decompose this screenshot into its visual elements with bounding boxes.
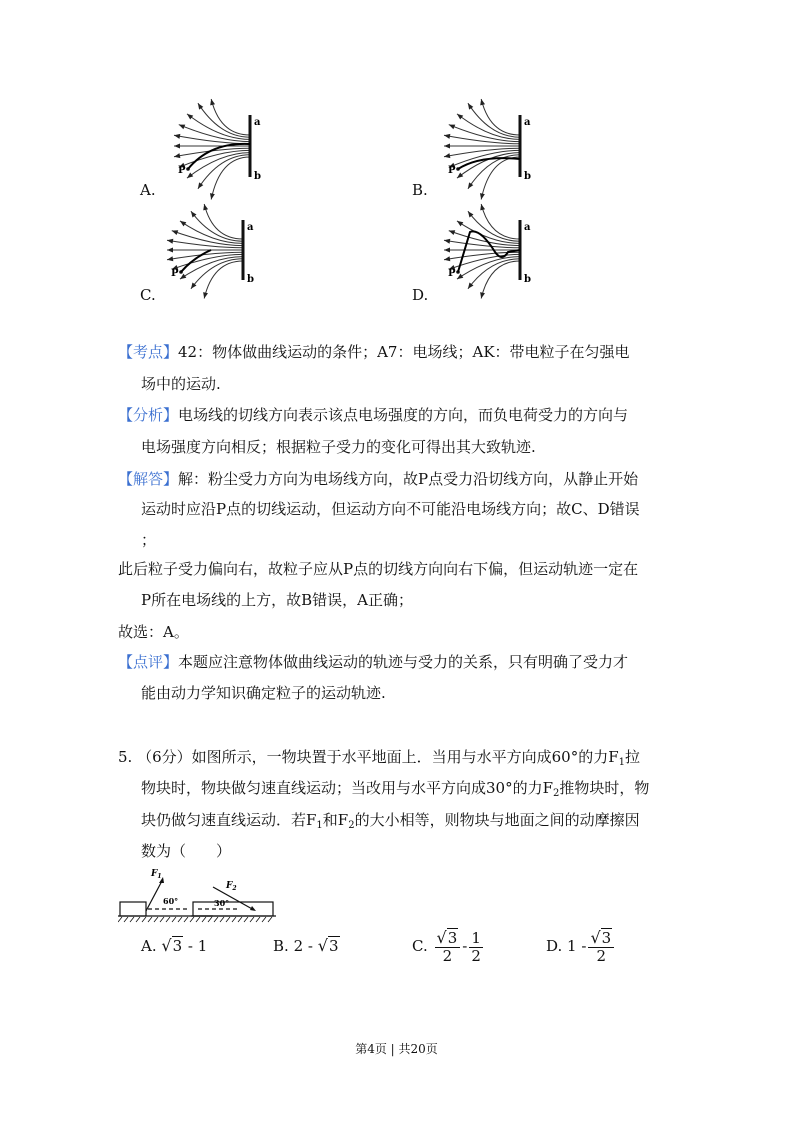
field-line xyxy=(468,211,520,241)
arrowhead xyxy=(174,153,180,158)
kaodian-line-1 xyxy=(118,342,630,362)
field-line xyxy=(468,155,520,189)
fenxi-line-2: 电场强度方向相反；根据粒子受力的变化可得出其大致轨迹. xyxy=(141,438,536,456)
q5-text: 和F xyxy=(322,811,349,829)
radicand: 3 xyxy=(601,929,612,947)
radicand: 3 xyxy=(328,937,339,955)
denominator: 2 xyxy=(471,946,481,965)
q5-number: 5. xyxy=(118,748,133,766)
arrowhead xyxy=(179,125,185,130)
arrowhead xyxy=(444,134,450,139)
arrowhead xyxy=(167,256,173,261)
label-p: P xyxy=(178,165,186,176)
arrowhead xyxy=(457,221,463,226)
jieda-line-3: ； xyxy=(141,531,157,549)
arrowhead xyxy=(198,182,203,188)
arrowhead xyxy=(444,153,450,158)
field-line xyxy=(191,211,243,241)
kaodian-text: 42：物体做曲线运动的条件；A7：电场线；AK：带电粒子在匀强电 xyxy=(178,343,630,361)
arrowhead xyxy=(203,292,208,298)
field-figure-d xyxy=(440,200,550,305)
denominator: 2 xyxy=(596,947,607,965)
jieda-text: 解：粉尘受力方向为电场线方向，故P点受力沿切线方向，从静止开始 xyxy=(178,470,639,488)
field-figure-c xyxy=(163,200,273,305)
option-label: A. xyxy=(141,937,157,955)
f1-label: $F_1$ xyxy=(151,869,162,880)
option-a-label: A. xyxy=(140,181,156,199)
angle-30-label: 30° xyxy=(214,898,230,908)
q5-text: 的大小相等，则物块与地面之间的动摩擦因 xyxy=(354,811,640,829)
fenxi-line-1 xyxy=(118,405,628,425)
label-a: a xyxy=(247,222,254,233)
field-line xyxy=(444,252,520,260)
field-line xyxy=(481,157,520,200)
answer-line: 故选：A。 xyxy=(118,623,189,641)
field-line xyxy=(444,240,520,248)
arrowhead xyxy=(167,248,173,253)
fraction: $\frac{√3}{2}$ xyxy=(588,929,614,965)
option-d-label: D. xyxy=(412,286,429,304)
label-b: b xyxy=(524,171,531,182)
field-line xyxy=(174,135,250,144)
dianping-line-1 xyxy=(118,652,628,672)
label-b: b xyxy=(254,171,261,182)
arrowhead xyxy=(167,239,173,244)
label-b: b xyxy=(524,274,531,285)
field-line xyxy=(198,103,250,137)
subscript: 2 xyxy=(553,788,560,799)
q5-text: 如图所示，一物块置于水平地面上．当用与水平方向成60°的力F xyxy=(191,748,619,766)
expr: 1 - xyxy=(567,937,587,955)
arrowhead xyxy=(187,114,193,120)
arrowhead xyxy=(457,114,463,120)
block-force-figure xyxy=(118,866,278,928)
fenxi-text: 电场线的切线方向表示该点电场强度的方向，而负电荷受力的方向与 xyxy=(178,406,629,424)
arrowhead xyxy=(449,125,455,130)
arrowhead xyxy=(198,103,203,109)
label-a: a xyxy=(524,117,531,128)
sqrt-icon: √ xyxy=(317,936,328,955)
expr: - xyxy=(462,937,468,955)
jieda-line-4: 此后粒子受力偏向右，故粒子应从P点的切线方向向右下偏，但运动轨迹一定在 xyxy=(118,560,639,578)
arrowhead xyxy=(444,144,450,149)
label-b: b xyxy=(247,274,254,285)
kaodian-tag: 【考点】 xyxy=(118,343,179,361)
angle-60-label: 60° xyxy=(163,896,179,906)
label-a: a xyxy=(524,222,531,233)
q5-option-d[interactable] xyxy=(546,928,616,965)
field-line xyxy=(211,157,250,200)
label-p: P xyxy=(171,268,179,279)
field-line xyxy=(198,155,250,189)
field-line xyxy=(191,259,243,289)
arrowhead xyxy=(480,193,485,199)
q5-option-c[interactable] xyxy=(412,928,485,965)
option-label: C. xyxy=(412,937,428,955)
label-a: a xyxy=(254,117,261,128)
sqrt-icon: √ xyxy=(161,936,172,955)
particle-trajectory xyxy=(181,250,211,272)
q5-text: 物块时，物块做匀速直线运动；当改用与水平方向成30°的力F xyxy=(141,779,553,797)
jieda-line-5: P所在电场线的上方，故B错误，A正确； xyxy=(141,591,413,609)
arrowhead xyxy=(480,292,485,298)
field-line xyxy=(468,259,520,289)
arrowhead xyxy=(468,182,473,188)
particle-trajectory xyxy=(458,158,520,169)
field-figure-b xyxy=(440,95,550,210)
fenxi-tag: 【分析】 xyxy=(118,406,179,424)
arrowhead xyxy=(444,239,450,244)
dianping-text: 本题应注意物体做曲线运动的轨迹与受力的关系，只有明确了受力才 xyxy=(178,653,629,671)
arrowhead xyxy=(174,144,180,149)
field-line xyxy=(481,99,520,135)
field-line xyxy=(204,261,243,299)
arrowhead xyxy=(444,256,450,261)
dianping-tag: 【点评】 xyxy=(118,653,179,671)
option-c-label: C. xyxy=(140,286,156,304)
field-line xyxy=(444,135,520,144)
radicand: 3 xyxy=(447,929,458,947)
option-b-label: B. xyxy=(412,181,428,199)
force-f1-arrow xyxy=(146,879,163,911)
fraction xyxy=(469,930,483,965)
numerator: 1 xyxy=(471,928,481,947)
field-line xyxy=(167,240,243,248)
jieda-tag: 【解答】 xyxy=(118,470,179,488)
q5-line-3 xyxy=(141,810,640,830)
field-line xyxy=(481,261,520,299)
field-line xyxy=(468,103,520,137)
jieda-line-2: 运动时应沿P点的切线运动，但运动方向不可能沿电场线方向；故C、D错误 xyxy=(141,500,640,518)
arrowhead xyxy=(172,230,178,235)
q5-option-b[interactable] xyxy=(273,936,340,956)
block-1 xyxy=(120,902,146,916)
f2-label: $F_2$ xyxy=(226,881,237,892)
q5-text: 拉 xyxy=(625,748,641,766)
fraction: $\frac{√3}{2}$ xyxy=(435,929,461,965)
q5-line-1 xyxy=(118,747,640,767)
q5-line-2 xyxy=(141,778,649,798)
q5-text: 块仍做匀速直线运动．若F xyxy=(141,811,317,829)
q5-score: （6分） xyxy=(137,748,192,766)
subscript: 1 xyxy=(316,820,323,831)
field-line xyxy=(211,99,250,135)
expr: 2 - xyxy=(293,937,313,955)
dianping-line-2: 能由动力学知识确定粒子的运动轨迹. xyxy=(141,684,386,702)
page-footer: 第4页 | 共20页 xyxy=(355,1042,438,1056)
field-figure-a xyxy=(170,95,280,210)
q5-text: 推物块时，物 xyxy=(559,779,650,797)
field-line xyxy=(444,148,520,157)
arrowhead xyxy=(180,221,186,226)
expr: - 1 xyxy=(187,937,208,955)
arrowhead xyxy=(444,248,450,253)
arrowhead xyxy=(174,134,180,139)
q5-option-a[interactable] xyxy=(141,936,207,956)
arrowhead xyxy=(180,274,186,279)
subscript: 1 xyxy=(618,757,626,768)
arrowhead xyxy=(468,103,473,109)
subscript: 2 xyxy=(348,820,355,831)
label-p: P xyxy=(448,268,456,279)
q5-line-4: 数为（ ） xyxy=(141,842,232,860)
kaodian-line-2: 场中的运动. xyxy=(141,375,221,393)
arrowhead xyxy=(210,193,215,199)
label-p: P xyxy=(448,165,456,176)
arrowhead xyxy=(250,906,256,911)
option-label: B. xyxy=(273,937,289,955)
option-label: D. xyxy=(546,937,563,955)
arrowhead xyxy=(449,230,455,235)
field-line xyxy=(481,204,520,239)
denominator: 2 xyxy=(442,947,453,965)
ground-hatch xyxy=(118,917,272,922)
jieda-line-1 xyxy=(118,469,638,489)
field-line xyxy=(204,204,243,239)
arrowhead xyxy=(187,172,193,178)
radicand: 3 xyxy=(172,937,183,955)
arrowhead xyxy=(457,274,463,279)
arrowhead xyxy=(457,172,463,178)
